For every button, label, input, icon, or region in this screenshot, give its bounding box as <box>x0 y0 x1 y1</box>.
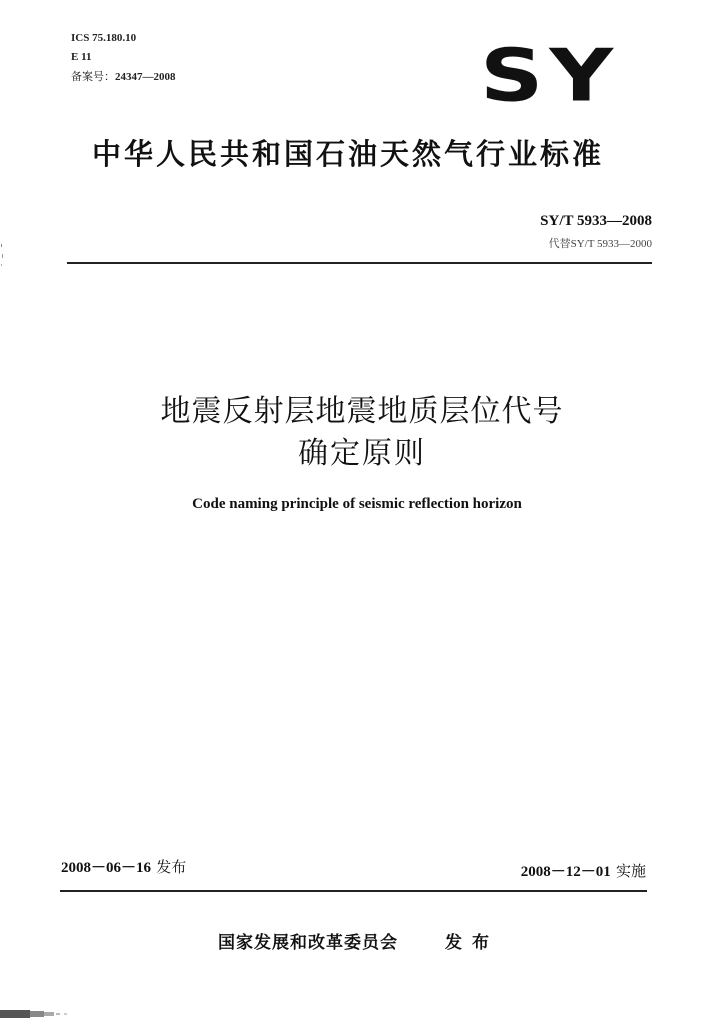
replaces-standard <box>549 235 652 251</box>
implement-label: 实施 <box>615 862 646 880</box>
filing-number <box>71 70 176 84</box>
publish-label: 发布 <box>156 858 187 876</box>
publish-date <box>61 856 186 877</box>
issue-label: 发布 <box>445 933 499 953</box>
implement-date-value: 2008－12－01 <box>520 864 611 880</box>
scan-artifact-bottom <box>0 1008 80 1020</box>
ics-code: ICS 75.180.10 <box>71 32 137 44</box>
bottom-divider <box>60 890 647 892</box>
replaces-number: SY/T 5933—2000 <box>570 238 652 250</box>
document-title-line-1: 地震反射层地震地质层位代号 <box>160 394 564 429</box>
implement-date <box>521 860 646 881</box>
issuing-authority: 国家发展和改革委员会 <box>218 933 398 953</box>
document-title-line-2: 确定原则 <box>298 436 426 471</box>
standard-number: SY/T 5933—2008 <box>540 213 652 229</box>
industry-standard-title: 中华人民共和国石油天然气行业标准 <box>92 137 605 171</box>
english-title: Code naming principle of seismic reflection horizon <box>192 496 522 512</box>
top-divider <box>67 262 652 264</box>
scan-artifact-left <box>0 242 6 272</box>
filing-label: 备案号： <box>71 70 115 83</box>
replaces-label: 代替 <box>548 237 571 250</box>
sy-logo: SY <box>480 33 620 118</box>
filing-value: 24347—2008 <box>115 71 176 83</box>
classification-code: E 11 <box>71 51 92 63</box>
publish-date-value: 2008－06－16 <box>61 860 152 876</box>
